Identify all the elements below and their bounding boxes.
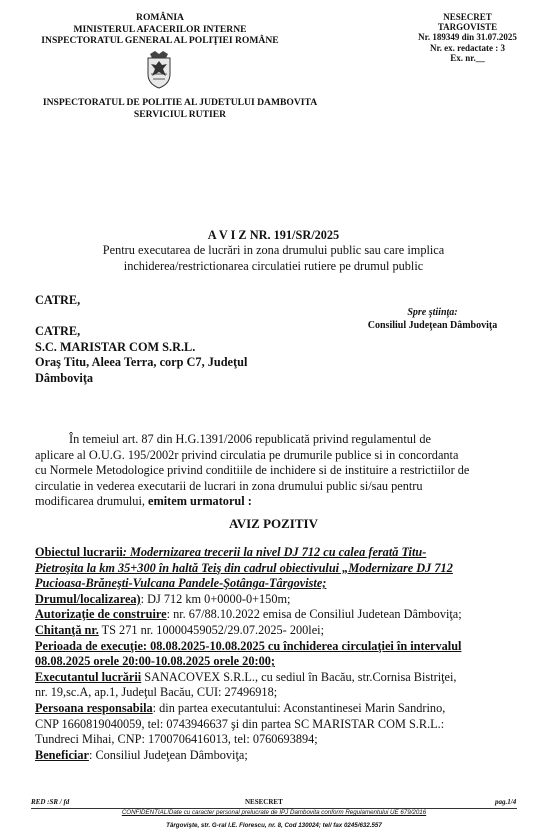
cc-recipient: Consiliul Judeţean Dâmboviţa	[367, 319, 498, 331]
cc-label: Spre ştiinţa:	[407, 307, 458, 318]
document-subtitle-line1: Pentru executarea de lucrări in zona drumului public sau care implica	[102, 243, 445, 257]
intro-line3: cu Normele Metodologice privind conditiile de inchidere si de instituire a restrictiilor de	[35, 463, 470, 478]
footer-confidential: CONFIDENTIAL!Date cu caracter personal prelucrate de IPJ Dambovita conform Regulamentului UE 679/2016	[121, 809, 427, 816]
footer-address: Târgovişte, str. G-ral I.E. Florescu, nr. 8, Cod 130024; tel/ fax 0245/632.557	[166, 822, 382, 829]
permit-row	[35, 607, 529, 623]
intro-line4: circulatie in vederea executarii de lucrari in zona drumului public si/sau pentru	[35, 478, 423, 493]
page-number: pag.1/4	[495, 798, 517, 806]
addressee-company: S.C. MARISTAR COM S.R.L.	[35, 339, 196, 354]
recipient-label: CATRE,	[35, 293, 81, 307]
responsible-row	[35, 701, 529, 717]
beneficiary-row	[35, 748, 529, 764]
permit-label: Autorizaţie de construire	[35, 607, 167, 622]
addressee-block	[35, 324, 335, 386]
footer-classification: NESECRET	[245, 798, 283, 806]
legal-basis-paragraph	[35, 432, 525, 510]
work-object-line1	[35, 545, 529, 561]
intro-line2: aplicare al O.U.G. 195/2002r privind circulatia pe drumurile publice si in concordanta	[35, 447, 459, 462]
work-object-line2: Pietroşita la km 35+300 în haltă Teiş din cadrul obiectivului „Modernizare DJ 712	[35, 560, 453, 575]
copies-count: Nr. ex. redactate : 3	[430, 42, 505, 53]
responsible-value: : din partea executantului: Aconstantinesei Marin Sandrino,	[152, 700, 446, 715]
period-label: Perioada de execuţie	[35, 638, 143, 653]
receipt-value: TS 271 nr. 10000459052/29.07.2025- 200lei;	[98, 622, 324, 637]
receipt-row	[35, 623, 529, 639]
period-value: : 08.08.2025-10.08.2025 cu închiderea circulaţiei în intervalul	[142, 638, 462, 653]
receipt-label: Chitanţă nr.	[35, 622, 99, 637]
cc-block	[340, 307, 525, 332]
header-country: ROMÂNIA	[136, 12, 184, 23]
period-row	[35, 639, 529, 655]
responsible-label: Persoana responsabila	[35, 700, 153, 715]
intro-line5	[35, 494, 525, 510]
road-value: : DJ 712 km 0+0000-0+150m;	[140, 591, 291, 606]
work-object-line3: Pucioasa-Brăneşti-Vulcana Pandele-Şotânga-Târgoviste;	[35, 576, 327, 591]
copy-number: Ex. nr.__	[450, 52, 485, 63]
responsible-line2: CNP 1660819040059, tel: 0743946637 şi din partea SC MARISTAR COM S.R.L.:	[35, 716, 445, 731]
period-line2: 08.08.2025 orele 20:00-10.08.2025 orele 20:00;	[35, 654, 275, 669]
beneficiary-label: Beneficiar	[35, 747, 89, 762]
addressee-address-line2: Dâmboviţa	[35, 370, 94, 385]
work-object-label: Obiectul lucrarii	[35, 545, 123, 559]
contractor-line2: nr. 19,sc.A, ap.1, Judeţul Bacău, CUI: 27496918;	[35, 685, 278, 700]
intro-line1: În temeiul art. 87 din H.G.1391/2006 republicată privind regulamentul de	[69, 432, 431, 446]
classification-block	[400, 12, 535, 63]
permit-details	[35, 545, 529, 763]
addressee-address-line1: Oraş Titu, Aleea Terra, corp C7, Judeţul	[35, 355, 248, 370]
registration-number: Nr. 189349 din 31.07.2025	[418, 32, 517, 43]
contractor-value: SANACOVEX S.R.L., cu sediul în Bacău, str.Cornisa Bistriţei,	[141, 669, 457, 684]
unit-inspectorate: INSPECTORATUL DE POLITIE AL JUDETULUI DAMBOVITA	[42, 97, 318, 108]
road-label: Drumul/localizarea)	[35, 591, 141, 606]
work-object-value: : Modernizarea trecerii la nivel DJ 712 cu calea ferată Titu-	[122, 545, 427, 559]
permit-value: : nr. 67/88.10.2022 emisa de Consiliul Judetean Dâmboviţa;	[166, 607, 462, 622]
romanian-police-coat-of-arms-icon	[146, 50, 172, 90]
contractor-row	[35, 670, 529, 686]
contractor-label: Executantul lucrării	[35, 669, 142, 684]
decision-heading: AVIZ POZITIV	[229, 516, 318, 531]
footer-reference: RED :SR / fd	[31, 798, 70, 806]
unit-service: SERVICIUL RUTIER	[133, 108, 227, 120]
beneficiary-value: : Consiliul Judeţean Dâmboviţa;	[88, 747, 248, 762]
unit-header	[25, 97, 335, 120]
addressee-label: CATRE,	[35, 324, 81, 338]
document-title: A V I Z NR. 191/SR/2025	[207, 228, 340, 242]
header-ministry: MINISTERUL AFACERILOR INTERNE	[73, 23, 247, 35]
classification-city: TARGOVISTE	[437, 22, 498, 33]
intro-line5-text: modificarea drumului,	[35, 494, 149, 509]
responsible-line3: Tundreci Mihai, CNP: 1700706416013, tel: 0760693894;	[35, 732, 318, 747]
road-row	[35, 592, 529, 608]
ministry-header	[25, 12, 295, 47]
header-inspectorate: INSPECTORATUL GENERAL AL POLIŢIEI ROMÂNE	[41, 35, 279, 46]
document-subtitle-line2: inchiderea/restrictionarea circulatiei rutiere pe drumul public	[123, 259, 424, 273]
intro-emit: emitem urmatorul :	[148, 494, 252, 509]
classification-level: NESECRET	[443, 12, 492, 22]
